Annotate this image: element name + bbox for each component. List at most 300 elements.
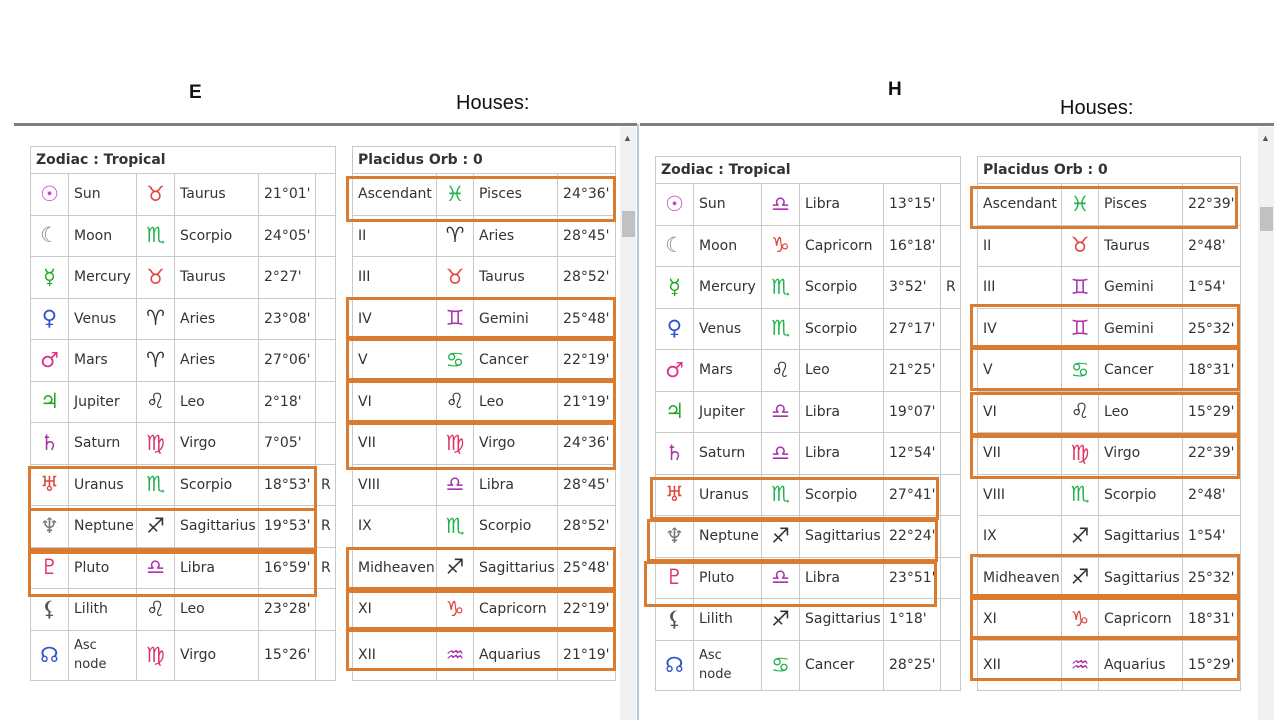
planet-degree: 12°54': [884, 433, 941, 475]
table-row: [31, 589, 616, 631]
planet-retrograde: [941, 640, 961, 690]
panel-e-top-border: [14, 123, 637, 126]
planet-retrograde: [316, 630, 336, 680]
house-degree: 24°36': [558, 423, 616, 465]
planet-sign: Virgo: [175, 423, 259, 465]
house-sign: Gemini: [1099, 267, 1183, 309]
house-sign: Libra: [474, 464, 558, 506]
house-sign: Capricorn: [474, 589, 558, 631]
planet-degree: 21°25': [884, 350, 941, 392]
panel-e-houses-label: Houses:: [456, 92, 530, 114]
house-name: IX: [353, 506, 437, 548]
column-gap: [961, 391, 978, 433]
house-sign-glyph-icon: ♉: [1062, 225, 1099, 267]
planet-retrograde: [316, 174, 336, 216]
panel-h-scrollbar[interactable]: [1258, 127, 1274, 720]
house-sign: Taurus: [474, 257, 558, 299]
column-gap: [961, 599, 978, 641]
column-gap: [961, 640, 978, 690]
house-name: IV: [978, 308, 1062, 350]
planet-sign-glyph-icon: ♍: [137, 630, 175, 680]
house-sign: Aquarius: [474, 630, 558, 680]
house-sign-glyph-icon: ♑: [437, 589, 474, 631]
planet-glyph-icon: ♇: [31, 547, 69, 589]
house-sign-glyph-icon: ♐: [1062, 557, 1099, 599]
planet-sign: Leo: [800, 350, 884, 392]
house-degree: 28°52': [558, 506, 616, 548]
table-row: [656, 184, 1241, 226]
table-row: [31, 630, 616, 680]
column-gap: [961, 157, 978, 184]
house-sign: Scorpio: [1099, 474, 1183, 516]
house-sign: Aquarius: [1099, 640, 1183, 690]
panel-h-top-border: [640, 123, 1274, 126]
planet-sign-glyph-icon: ♉: [137, 257, 175, 299]
planet-name: Lilith: [694, 599, 762, 641]
house-sign: Virgo: [1099, 433, 1183, 475]
planet-sign-glyph-icon: ♎: [137, 547, 175, 589]
planet-degree: 27°41': [884, 474, 941, 516]
panel-h-label: H: [888, 79, 902, 100]
planet-sign-glyph-icon: ♎: [762, 433, 800, 475]
planet-name: Moon: [69, 215, 137, 257]
planet-sign: Libra: [800, 391, 884, 433]
house-sign: Scorpio: [474, 506, 558, 548]
planet-name: Sun: [694, 184, 762, 226]
planet-degree: 22°24': [884, 516, 941, 558]
planet-sign-glyph-icon: ♍: [137, 423, 175, 465]
house-degree: 25°32': [1183, 557, 1241, 599]
panel-h-houses-label: Houses:: [1060, 97, 1134, 119]
house-sign: Capricorn: [1099, 599, 1183, 641]
house-name: VII: [353, 423, 437, 465]
panel-h-scroll-thumb[interactable]: [1260, 207, 1273, 231]
house-name: XII: [978, 640, 1062, 690]
house-degree: 18°31': [1183, 350, 1241, 392]
planet-glyph-icon: ♅: [656, 474, 694, 516]
planet-sign: Leo: [175, 589, 259, 631]
planet-sign: Libra: [800, 557, 884, 599]
house-degree: 1°54': [1183, 267, 1241, 309]
planet-glyph-icon: ♃: [31, 381, 69, 423]
panel-e-label: E: [189, 82, 202, 103]
house-name: VII: [978, 433, 1062, 475]
planet-name: Uranus: [694, 474, 762, 516]
house-sign-glyph-icon: ♍: [1062, 433, 1099, 475]
planet-retrograde: [941, 308, 961, 350]
house-name: Midheaven: [353, 547, 437, 589]
house-name: Midheaven: [978, 557, 1062, 599]
table-row: [656, 391, 1241, 433]
planet-degree: 16°59': [259, 547, 316, 589]
planet-glyph-icon: ⚸: [656, 599, 694, 641]
column-gap: [336, 423, 353, 465]
window-splitter[interactable]: [637, 124, 639, 720]
planet-name: Pluto: [694, 557, 762, 599]
planet-name: Saturn: [694, 433, 762, 475]
planet-name: Asc node: [69, 630, 137, 680]
planet-degree: 23°28': [259, 589, 316, 631]
planet-degree: 19°07': [884, 391, 941, 433]
house-sign-glyph-icon: ♋: [1062, 350, 1099, 392]
scroll-up-arrow-icon[interactable]: ▲: [623, 133, 632, 143]
planet-glyph-icon: ♃: [656, 391, 694, 433]
zodiac-header: Zodiac : Tropical: [656, 157, 961, 184]
planet-degree: 15°26': [259, 630, 316, 680]
planet-degree: 18°53': [259, 464, 316, 506]
planet-sign-glyph-icon: ♉: [137, 174, 175, 216]
house-degree: 2°48': [1183, 474, 1241, 516]
table-row: [656, 267, 1241, 309]
planet-degree: 2°18': [259, 381, 316, 423]
planet-name: Jupiter: [69, 381, 137, 423]
planet-sign: Aries: [175, 340, 259, 382]
planet-sign-glyph-icon: ♏: [762, 308, 800, 350]
planet-name: Mars: [694, 350, 762, 392]
planet-degree: 27°06': [259, 340, 316, 382]
column-gap: [961, 267, 978, 309]
planet-sign: Virgo: [175, 630, 259, 680]
panel-h-astro-table: [655, 156, 1241, 691]
house-name: VIII: [978, 474, 1062, 516]
house-sign: Pisces: [1099, 184, 1183, 226]
planet-sign-glyph-icon: ♌: [762, 350, 800, 392]
house-degree: 21°19': [558, 630, 616, 680]
house-degree: 22°39': [1183, 433, 1241, 475]
column-gap: [336, 506, 353, 548]
house-name: IX: [978, 516, 1062, 558]
house-degree: 24°36': [558, 174, 616, 216]
planet-sign-glyph-icon: ♏: [137, 215, 175, 257]
table-row: [656, 225, 1241, 267]
planet-sign-glyph-icon: ♏: [762, 267, 800, 309]
planet-sign-glyph-icon: ♑: [762, 225, 800, 267]
house-sign: Sagittarius: [474, 547, 558, 589]
planet-degree: 27°17': [884, 308, 941, 350]
planet-retrograde: [941, 184, 961, 226]
house-degree: 28°45': [558, 215, 616, 257]
house-degree: 22°39': [1183, 184, 1241, 226]
house-name: III: [353, 257, 437, 299]
house-sign-glyph-icon: ♑: [1062, 599, 1099, 641]
planet-sign-glyph-icon: ♌: [137, 381, 175, 423]
planet-glyph-icon: ☾: [656, 225, 694, 267]
house-name: V: [978, 350, 1062, 392]
planet-retrograde: R: [316, 547, 336, 589]
table-row: [31, 340, 616, 382]
planet-glyph-icon: ☉: [31, 174, 69, 216]
house-sign: Taurus: [1099, 225, 1183, 267]
table-row: [656, 308, 1241, 350]
house-sign-glyph-icon: ♌: [437, 381, 474, 423]
house-name: XI: [353, 589, 437, 631]
column-gap: [336, 464, 353, 506]
planet-sign-glyph-icon: ♎: [762, 391, 800, 433]
planet-sign-glyph-icon: ♏: [762, 474, 800, 516]
house-sign-glyph-icon: ♈: [437, 215, 474, 257]
placidus-header: Placidus Orb : 0: [978, 157, 1241, 184]
house-degree: 25°48': [558, 547, 616, 589]
house-sign-glyph-icon: ♓: [437, 174, 474, 216]
planet-retrograde: [316, 589, 336, 631]
planet-degree: 13°15': [884, 184, 941, 226]
table-header-row: [31, 147, 616, 174]
column-gap: [961, 184, 978, 226]
planet-retrograde: R: [941, 267, 961, 309]
column-gap: [336, 174, 353, 216]
column-gap: [961, 474, 978, 516]
planet-glyph-icon: ♇: [656, 557, 694, 599]
column-gap: [961, 516, 978, 558]
planet-sign: Scorpio: [800, 474, 884, 516]
planet-glyph-icon: ♅: [31, 464, 69, 506]
planet-sign-glyph-icon: ♌: [137, 589, 175, 631]
house-sign: Cancer: [474, 340, 558, 382]
table-header-row: [656, 157, 1241, 184]
table-row: [31, 464, 616, 506]
house-sign-glyph-icon: ♓: [1062, 184, 1099, 226]
planet-glyph-icon: ☿: [31, 257, 69, 299]
planet-glyph-icon: ♄: [656, 433, 694, 475]
planet-sign: Sagittarius: [800, 599, 884, 641]
planet-sign-glyph-icon: ♋: [762, 640, 800, 690]
planet-sign: Leo: [175, 381, 259, 423]
planet-glyph-icon: ♆: [656, 516, 694, 558]
column-gap: [336, 547, 353, 589]
planet-name: Jupiter: [694, 391, 762, 433]
planet-degree: 24°05': [259, 215, 316, 257]
planet-degree: 7°05': [259, 423, 316, 465]
planet-degree: 23°08': [259, 298, 316, 340]
planet-sign: Libra: [800, 184, 884, 226]
house-name: VI: [353, 381, 437, 423]
planet-degree: 21°01': [259, 174, 316, 216]
house-sign-glyph-icon: ♊: [1062, 308, 1099, 350]
planet-glyph-icon: ♂: [31, 340, 69, 382]
planet-glyph-icon: ♆: [31, 506, 69, 548]
table-row: [656, 640, 1241, 690]
house-name: IV: [353, 298, 437, 340]
house-sign-glyph-icon: ♏: [1062, 474, 1099, 516]
house-name: VI: [978, 391, 1062, 433]
scroll-up-arrow-icon[interactable]: ▲: [1261, 133, 1270, 143]
house-sign-glyph-icon: ♐: [1062, 516, 1099, 558]
planet-degree: 28°25': [884, 640, 941, 690]
house-name: V: [353, 340, 437, 382]
planet-retrograde: [941, 391, 961, 433]
house-sign-glyph-icon: ♊: [1062, 267, 1099, 309]
table-row: [31, 174, 616, 216]
planet-sign-glyph-icon: ♐: [762, 599, 800, 641]
planet-name: Mars: [69, 340, 137, 382]
planet-degree: 3°52': [884, 267, 941, 309]
planet-glyph-icon: ☾: [31, 215, 69, 257]
planet-sign: Taurus: [175, 257, 259, 299]
house-name: II: [978, 225, 1062, 267]
house-degree: 18°31': [1183, 599, 1241, 641]
planet-glyph-icon: ☊: [656, 640, 694, 690]
planet-sign-glyph-icon: ♐: [762, 516, 800, 558]
planet-name: Lilith: [69, 589, 137, 631]
planet-retrograde: [941, 516, 961, 558]
planet-retrograde: R: [316, 506, 336, 548]
house-sign: Aries: [474, 215, 558, 257]
house-degree: 2°48': [1183, 225, 1241, 267]
planet-glyph-icon: ♀: [656, 308, 694, 350]
column-gap: [336, 298, 353, 340]
planet-sign: Scorpio: [175, 215, 259, 257]
house-sign: Sagittarius: [1099, 516, 1183, 558]
planet-glyph-icon: ⚸: [31, 589, 69, 631]
planet-sign: Scorpio: [800, 267, 884, 309]
house-name: XII: [353, 630, 437, 680]
table-row: [31, 257, 616, 299]
planet-name: Sun: [69, 174, 137, 216]
table-row: [656, 516, 1241, 558]
planet-retrograde: [941, 225, 961, 267]
house-sign: Gemini: [474, 298, 558, 340]
planet-retrograde: [316, 423, 336, 465]
planet-degree: 19°53': [259, 506, 316, 548]
house-sign: Sagittarius: [1099, 557, 1183, 599]
planet-sign-glyph-icon: ♈: [137, 340, 175, 382]
planet-retrograde: [941, 474, 961, 516]
house-sign: Gemini: [1099, 308, 1183, 350]
planet-retrograde: [316, 298, 336, 340]
column-gap: [961, 350, 978, 392]
planet-sign-glyph-icon: ♏: [137, 464, 175, 506]
planet-degree: 2°27': [259, 257, 316, 299]
house-sign-glyph-icon: ♐: [437, 547, 474, 589]
panel-e-scrollbar[interactable]: [620, 127, 636, 720]
house-name: II: [353, 215, 437, 257]
table-row: [656, 599, 1241, 641]
house-degree: 22°19': [558, 340, 616, 382]
column-gap: [961, 557, 978, 599]
table-row: [656, 350, 1241, 392]
table-row: [656, 557, 1241, 599]
house-name: III: [978, 267, 1062, 309]
column-gap: [336, 589, 353, 631]
planet-name: Pluto: [69, 547, 137, 589]
column-gap: [336, 257, 353, 299]
planet-glyph-icon: ♀: [31, 298, 69, 340]
panel-e-scroll-thumb[interactable]: [622, 211, 635, 237]
planet-degree: 16°18': [884, 225, 941, 267]
planet-sign: Sagittarius: [800, 516, 884, 558]
house-sign: Pisces: [474, 174, 558, 216]
planet-name: Venus: [69, 298, 137, 340]
planet-retrograde: [941, 557, 961, 599]
planet-sign-glyph-icon: ♎: [762, 184, 800, 226]
planet-retrograde: R: [316, 464, 336, 506]
house-sign-glyph-icon: ♉: [437, 257, 474, 299]
planet-sign: Scorpio: [175, 464, 259, 506]
table-row: [31, 298, 616, 340]
house-sign-glyph-icon: ♍: [437, 423, 474, 465]
house-degree: 1°54': [1183, 516, 1241, 558]
house-name: XI: [978, 599, 1062, 641]
planet-sign: Libra: [175, 547, 259, 589]
house-sign-glyph-icon: ♏: [437, 506, 474, 548]
planet-glyph-icon: ☿: [656, 267, 694, 309]
planet-name: Uranus: [69, 464, 137, 506]
table-row: [31, 215, 616, 257]
house-degree: 28°45': [558, 464, 616, 506]
table-row: [31, 547, 616, 589]
planet-name: Mercury: [694, 267, 762, 309]
house-sign-glyph-icon: ♌: [1062, 391, 1099, 433]
planet-glyph-icon: ☊: [31, 630, 69, 680]
house-degree: 21°19': [558, 381, 616, 423]
column-gap: [336, 381, 353, 423]
column-gap: [336, 147, 353, 174]
planet-glyph-icon: ♂: [656, 350, 694, 392]
house-degree: 28°52': [558, 257, 616, 299]
planet-name: Moon: [694, 225, 762, 267]
column-gap: [961, 308, 978, 350]
planet-sign: Sagittarius: [175, 506, 259, 548]
table-row: [656, 433, 1241, 475]
table-row: [31, 506, 616, 548]
planet-name: Asc node: [694, 640, 762, 690]
panel-e-astro-table: [30, 146, 616, 681]
house-sign: Leo: [1099, 391, 1183, 433]
planet-sign: Libra: [800, 433, 884, 475]
house-sign-glyph-icon: ♒: [1062, 640, 1099, 690]
house-sign-glyph-icon: ♊: [437, 298, 474, 340]
planet-glyph-icon: ♄: [31, 423, 69, 465]
house-degree: 25°32': [1183, 308, 1241, 350]
planet-sign-glyph-icon: ♐: [137, 506, 175, 548]
house-sign: Leo: [474, 381, 558, 423]
zodiac-header: Zodiac : Tropical: [31, 147, 336, 174]
planet-sign-glyph-icon: ♎: [762, 557, 800, 599]
planet-sign-glyph-icon: ♈: [137, 298, 175, 340]
planet-sign: Aries: [175, 298, 259, 340]
planet-retrograde: [941, 599, 961, 641]
planet-retrograde: [316, 215, 336, 257]
house-name: VIII: [353, 464, 437, 506]
planet-glyph-icon: ☉: [656, 184, 694, 226]
planet-sign: Cancer: [800, 640, 884, 690]
planet-name: Neptune: [69, 506, 137, 548]
house-name: Ascendant: [978, 184, 1062, 226]
planet-sign: Taurus: [175, 174, 259, 216]
house-degree: 15°29': [1183, 640, 1241, 690]
column-gap: [961, 225, 978, 267]
planet-degree: 1°18': [884, 599, 941, 641]
house-degree: 22°19': [558, 589, 616, 631]
planet-sign: Capricorn: [800, 225, 884, 267]
column-gap: [961, 433, 978, 475]
planet-name: Venus: [694, 308, 762, 350]
planet-retrograde: [316, 340, 336, 382]
house-sign-glyph-icon: ♎: [437, 464, 474, 506]
house-degree: 15°29': [1183, 391, 1241, 433]
planet-retrograde: [316, 381, 336, 423]
column-gap: [336, 215, 353, 257]
house-sign-glyph-icon: ♋: [437, 340, 474, 382]
planet-retrograde: [316, 257, 336, 299]
house-sign: Virgo: [474, 423, 558, 465]
planet-retrograde: [941, 433, 961, 475]
house-sign-glyph-icon: ♒: [437, 630, 474, 680]
house-degree: 25°48': [558, 298, 616, 340]
table-row: [31, 423, 616, 465]
house-name: Ascendant: [353, 174, 437, 216]
planet-name: Saturn: [69, 423, 137, 465]
